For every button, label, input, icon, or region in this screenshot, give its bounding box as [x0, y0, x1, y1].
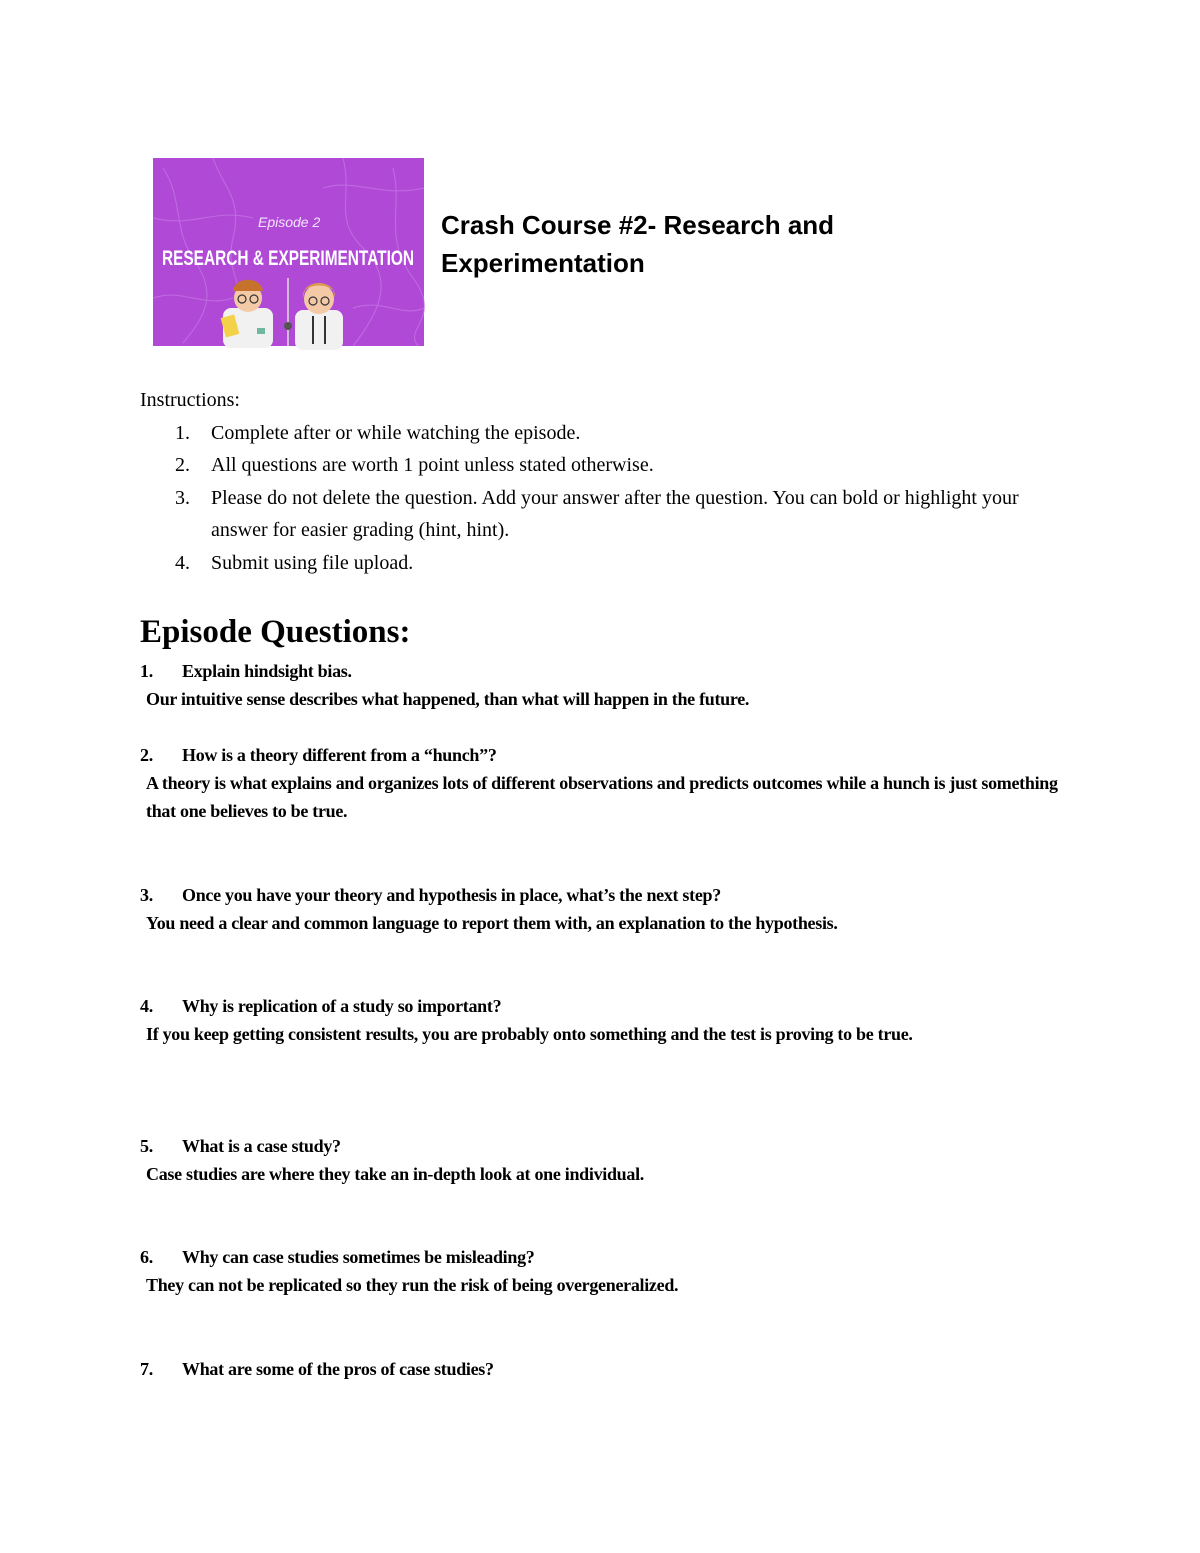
instructions-section	[140, 384, 1060, 579]
question-block	[140, 1355, 1060, 1383]
instruction-item	[140, 417, 1060, 450]
answer-text: Our intuitive sense describes what happened, than what will happen in the future.	[146, 689, 750, 709]
instruction-number: 3.	[175, 486, 190, 509]
answer-text: If you keep getting consistent results, you are probably onto something and the test is proving to be true.	[146, 1024, 913, 1044]
question-block	[140, 1132, 1060, 1188]
question-block	[140, 657, 1060, 713]
question-number: 1.	[140, 661, 153, 681]
question-line	[140, 1243, 1060, 1271]
question-number: 7.	[140, 1359, 153, 1379]
question-block	[140, 992, 1060, 1048]
instructions-heading: Instructions:	[140, 389, 240, 411]
instruction-text: Submit using file upload.	[211, 551, 414, 574]
instruction-item	[140, 449, 1060, 482]
question-text: Why can case studies sometimes be misleading?	[182, 1247, 535, 1267]
question-block	[140, 741, 1060, 825]
question-text: Once you have your theory and hypothesis in place, what’s the next step?	[182, 885, 721, 905]
episode-label: Episode 2	[258, 214, 321, 230]
question-line	[140, 657, 1060, 685]
question-number: 4.	[140, 996, 153, 1016]
instruction-text: All questions are worth 1 point unless stated otherwise.	[211, 454, 654, 476]
question-line	[140, 992, 1060, 1020]
instruction-text: Please do not delete the question. Add your answer after the question. You can bold or highlight your answer for easier grading (hint, hint).	[211, 486, 1019, 541]
instruction-number: 2.	[175, 454, 190, 476]
document-title: Crash Course #2- Research and Experimentation	[441, 210, 835, 278]
question-text: What are some of the pros of case studies?	[182, 1359, 494, 1379]
question-block	[140, 1243, 1060, 1299]
question-text: How is a theory different from a “hunch”?	[182, 745, 497, 765]
question-text: What is a case study?	[182, 1136, 341, 1156]
question-number: 2.	[140, 745, 153, 765]
question-line	[140, 1355, 1060, 1383]
question-number: 3.	[140, 885, 153, 905]
instructions-list	[140, 417, 1060, 580]
answer-text: You need a clear and common language to report them with, an explanation to the hypothesis.	[146, 913, 838, 933]
question-line	[140, 881, 1060, 909]
instruction-number: 4.	[175, 551, 190, 574]
answer-text: A theory is what explains and organizes lots of different observations and predicts outcomes while a hunch is just something that one believes to be true.	[146, 773, 1058, 821]
episode-thumbnail	[153, 158, 424, 346]
question-line	[140, 1132, 1060, 1160]
question-block	[140, 881, 1060, 937]
question-text: Explain hindsight bias.	[182, 661, 352, 681]
question-number: 6.	[140, 1247, 153, 1267]
answer-text: They can not be replicated so they run the risk of being overgeneralized.	[146, 1275, 679, 1295]
instruction-item	[140, 482, 1060, 547]
instruction-text: Complete after or while watching the episode.	[211, 421, 581, 444]
question-text: Why is replication of a study so important?	[182, 996, 502, 1016]
question-number: 5.	[140, 1136, 153, 1156]
answer-text: Case studies are where they take an in-depth look at one individual.	[146, 1164, 644, 1184]
thumbnail-illustration	[153, 158, 424, 346]
banner-text: RESEARCH & EXPERIMENTATION	[162, 247, 414, 270]
instruction-item	[140, 547, 1060, 580]
instruction-number: 1.	[175, 421, 190, 444]
question-line	[140, 741, 1060, 769]
episode-questions-heading: Episode Questions:	[140, 614, 411, 650]
